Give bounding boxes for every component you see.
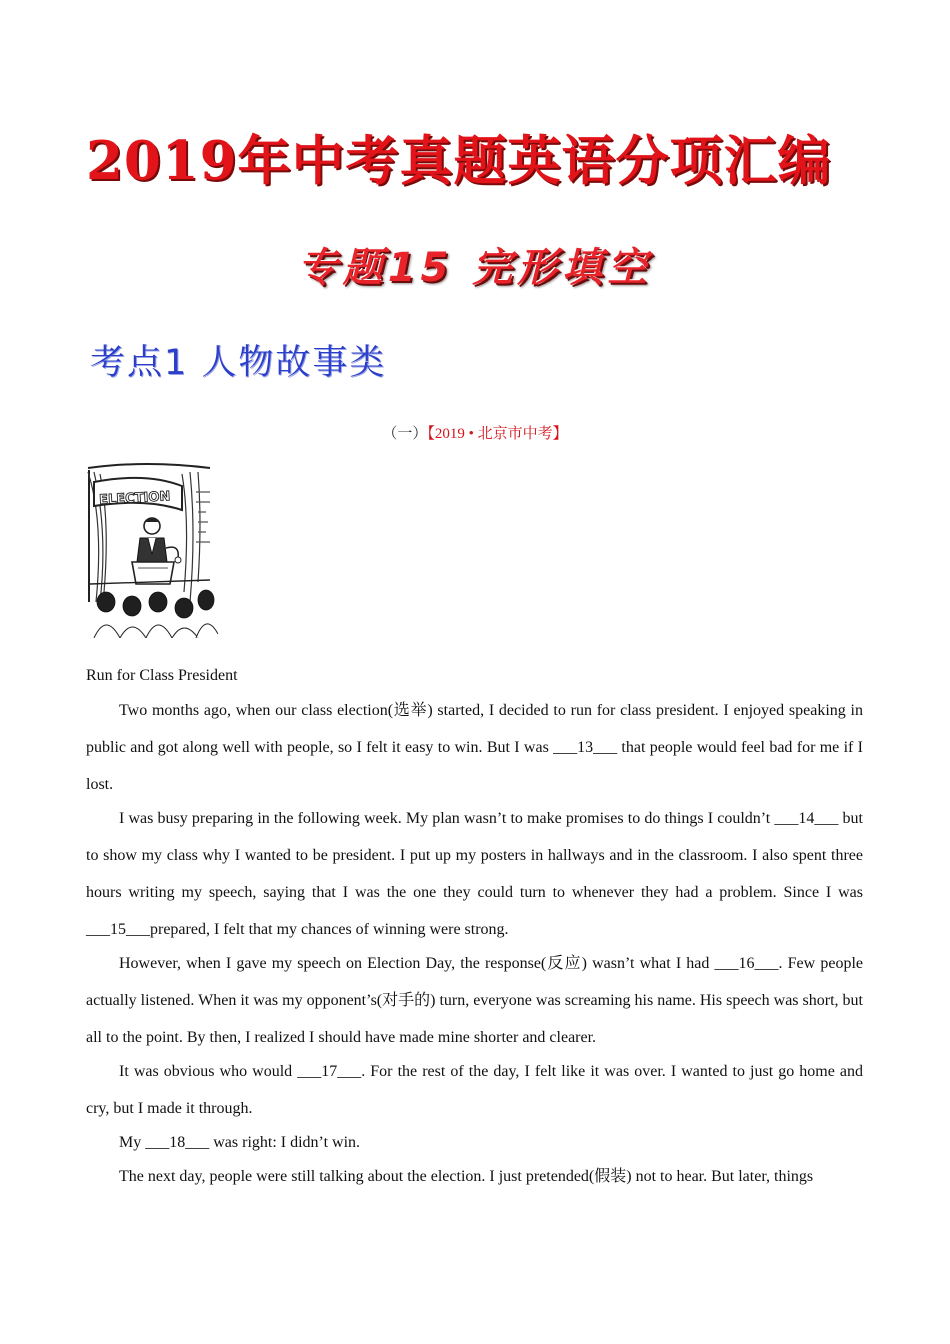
passage-paragraph: The next day, people were still talking about the election. I just pretended(假装) not to hear. But later, things — [119, 1168, 814, 1185]
source-prefix: （一） — [382, 426, 428, 442]
election-illustration — [86, 462, 218, 638]
passage-paragraph: It was obvious who would ___17___. For the rest of the day, I felt like it was over. I wanted to just go home and cry, but I made it through. — [86, 1063, 863, 1117]
passage-paragraph: I was busy preparing in the following week. My plan wasn’t to make promises to do things I couldn’t ___14___ but to show my class why I wanted to be president. I put up my posters in hallways and in the classroom. I also spent three hours writing my speech, saying that I was the one they could turn to whenever they had a problem. Since I was ___15___prepared, I felt that my chances of winning were strong. — [86, 810, 863, 938]
topic-subtitle: 专题15 完形填空 — [297, 245, 653, 291]
source-tag: 【2019 • 北京市中考】 — [427, 426, 568, 442]
passage-paragraph: My ___18___ was right: I didn’t win. — [119, 1134, 361, 1151]
passage-paragraph: However, when I gave my speech on Election Day, the response(反应) wasn’t what I had ___16___. Few people actually listened. When it was my opponent’s(对手的) turn, everyone was screaming his name. His speech was short, but all to the point. By then, I realized I should have made mine shorter and clearer. — [86, 955, 863, 1046]
passage-title: Run for Class President — [86, 667, 238, 684]
section-heading: 考点1 人物故事类 — [90, 343, 387, 383]
banner-text: ELECTION — [98, 489, 171, 508]
source-line — [0, 424, 950, 444]
passage-body — [86, 692, 863, 1192]
document-title: 2019年中考真题英语分项汇编 — [86, 130, 832, 192]
passage-paragraph: Two months ago, when our class election(选举) started, I decided to run for class president. I enjoyed speaking in public and got along well with people, so I felt it easy to win. But I was ___13___ that people would feel bad for me if I lost. — [86, 702, 863, 793]
